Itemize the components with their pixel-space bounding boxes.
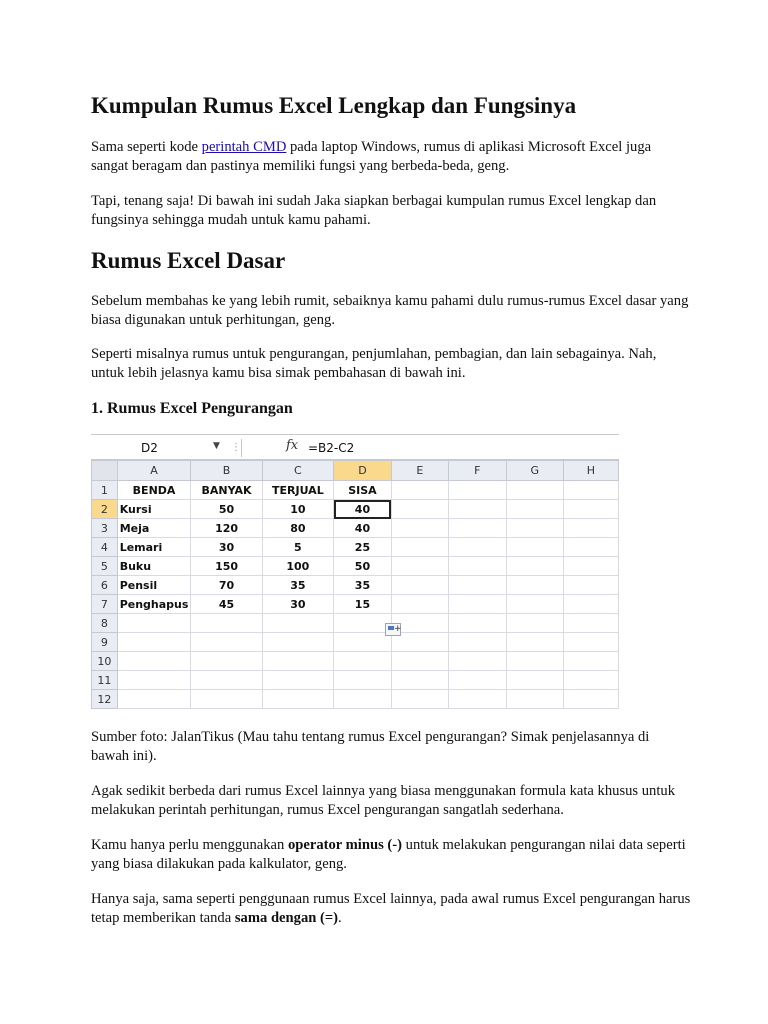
empty-cell[interactable] bbox=[391, 481, 448, 500]
column-header[interactable]: E bbox=[391, 461, 448, 481]
empty-cell[interactable] bbox=[262, 614, 333, 633]
table-cell[interactable]: Penghapus bbox=[117, 595, 191, 614]
empty-cell[interactable] bbox=[563, 671, 618, 690]
empty-cell[interactable] bbox=[506, 500, 563, 519]
column-header[interactable]: F bbox=[448, 461, 506, 481]
excel-screenshot bbox=[91, 434, 619, 710]
spreadsheet-grid bbox=[91, 460, 619, 709]
column-header[interactable]: A bbox=[117, 461, 191, 481]
empty-cell[interactable] bbox=[506, 481, 563, 500]
empty-cell[interactable] bbox=[506, 690, 563, 709]
row-header[interactable]: 12 bbox=[92, 690, 118, 709]
empty-cell[interactable] bbox=[391, 538, 448, 557]
empty-cell[interactable] bbox=[391, 500, 448, 519]
empty-cell[interactable] bbox=[448, 614, 506, 633]
header-cell[interactable]: SISA bbox=[334, 481, 392, 500]
row-header[interactable]: 3 bbox=[92, 519, 118, 538]
empty-cell[interactable] bbox=[391, 557, 448, 576]
row-header[interactable]: 9 bbox=[92, 633, 118, 652]
empty-cell[interactable] bbox=[262, 633, 333, 652]
empty-cell[interactable] bbox=[117, 671, 191, 690]
empty-cell[interactable] bbox=[448, 500, 506, 519]
empty-cell[interactable] bbox=[448, 652, 506, 671]
perintah-cmd-link[interactable]: perintah CMD bbox=[201, 139, 287, 155]
table-cell[interactable]: 5 bbox=[262, 538, 333, 557]
operator-minus-bold: operator minus (-) bbox=[287, 837, 402, 853]
paragraph-4: Seperti misalnya rumus untuk pengurangan, penjumlahan, pembagian, dan lain sebagainya. Nah, untuk lebih jelasnya kamu bisa simak pembahasan di bawah ini. bbox=[91, 346, 657, 381]
table-cell[interactable]: 45 bbox=[191, 595, 262, 614]
empty-cell[interactable] bbox=[563, 519, 618, 538]
empty-cell[interactable] bbox=[506, 595, 563, 614]
empty-cell[interactable] bbox=[448, 595, 506, 614]
empty-cell[interactable] bbox=[391, 576, 448, 595]
column-header-selected[interactable]: D bbox=[334, 461, 392, 481]
formula-input[interactable]: =B2-C2 bbox=[308, 441, 355, 455]
table-cell[interactable]: Kursi bbox=[117, 500, 191, 519]
table-cell[interactable]: 120 bbox=[191, 519, 262, 538]
empty-cell[interactable] bbox=[448, 481, 506, 500]
row-header[interactable]: 7 bbox=[92, 595, 118, 614]
empty-cell[interactable] bbox=[506, 633, 563, 652]
table-cell[interactable]: Pensil bbox=[117, 576, 191, 595]
table-cell[interactable]: 40 bbox=[334, 519, 392, 538]
table-cell[interactable]: 35 bbox=[262, 576, 333, 595]
select-all-corner[interactable] bbox=[92, 461, 118, 481]
empty-cell[interactable] bbox=[448, 519, 506, 538]
chevron-down-icon[interactable]: ▼ bbox=[213, 441, 220, 451]
empty-cell[interactable] bbox=[506, 614, 563, 633]
paragraph-2: Tapi, tenang saja! Di bawah ini sudah Jaka siapkan berbagai kumpulan rumus Excel lengkap dan fungsinya sehingga mudah untuk kamu pahami. bbox=[91, 193, 657, 228]
empty-cell[interactable] bbox=[117, 690, 191, 709]
empty-cell[interactable] bbox=[506, 538, 563, 557]
column-header[interactable]: H bbox=[563, 461, 618, 481]
row-header[interactable]: 8 bbox=[92, 614, 118, 633]
empty-cell[interactable] bbox=[117, 652, 191, 671]
table-cell[interactable]: 35 bbox=[334, 576, 392, 595]
paragraph-6 bbox=[91, 836, 691, 874]
empty-cell[interactable] bbox=[334, 690, 392, 709]
empty-cell[interactable] bbox=[334, 614, 392, 633]
empty-cell[interactable] bbox=[191, 690, 262, 709]
table-cell[interactable]: 100 bbox=[262, 557, 333, 576]
paragraph-7-start: Hanya saja, sama seperti penggunaan rumus Excel lainnya, pada awal rumus Excel pengurangan harus tetap memberikan tanda bbox=[91, 891, 691, 926]
table-cell[interactable]: 30 bbox=[191, 538, 262, 557]
empty-cell[interactable] bbox=[506, 671, 563, 690]
empty-cell[interactable] bbox=[448, 690, 506, 709]
paragraph-7-end: . bbox=[338, 910, 342, 926]
column-header[interactable]: C bbox=[262, 461, 333, 481]
empty-cell[interactable] bbox=[563, 538, 618, 557]
empty-cell[interactable] bbox=[563, 500, 618, 519]
empty-cell[interactable] bbox=[506, 519, 563, 538]
page-title: Kumpulan Rumus Excel Lengkap dan Fungsinya bbox=[91, 93, 577, 118]
active-cell[interactable]: 40 bbox=[334, 500, 392, 519]
intro-text-start: Sama seperti kode bbox=[91, 139, 202, 155]
table-cell[interactable]: 50 bbox=[191, 500, 262, 519]
paragraph-6-start: Kamu hanya perlu menggunakan bbox=[91, 837, 288, 853]
empty-cell[interactable] bbox=[191, 633, 262, 652]
empty-cell[interactable] bbox=[563, 576, 618, 595]
row-header[interactable]: 10 bbox=[92, 652, 118, 671]
table-cell[interactable]: 10 bbox=[262, 500, 333, 519]
empty-cell[interactable] bbox=[262, 671, 333, 690]
empty-cell[interactable] bbox=[448, 576, 506, 595]
empty-cell[interactable] bbox=[563, 614, 618, 633]
fx-icon[interactable]: fx bbox=[286, 438, 299, 453]
row-header[interactable]: 4 bbox=[92, 538, 118, 557]
empty-cell[interactable] bbox=[391, 690, 448, 709]
row-header[interactable]: 11 bbox=[92, 671, 118, 690]
empty-cell[interactable] bbox=[563, 633, 618, 652]
table-cell[interactable]: 15 bbox=[334, 595, 392, 614]
row-header[interactable]: 5 bbox=[92, 557, 118, 576]
paragraph-7 bbox=[91, 890, 691, 928]
empty-cell[interactable] bbox=[117, 633, 191, 652]
table-cell[interactable]: 70 bbox=[191, 576, 262, 595]
column-header[interactable]: B bbox=[191, 461, 262, 481]
empty-cell[interactable] bbox=[563, 557, 618, 576]
image-caption: Sumber foto: JalanTikus (Mau tahu tentang rumus Excel pengurangan? Simak penjelasannya di bawah ini). bbox=[91, 729, 650, 764]
empty-cell[interactable] bbox=[391, 652, 448, 671]
subheading-pengurangan: 1. Rumus Excel Pengurangan bbox=[91, 400, 293, 417]
empty-cell[interactable] bbox=[334, 652, 392, 671]
empty-cell[interactable] bbox=[563, 595, 618, 614]
row-header-selected[interactable]: 2 bbox=[92, 500, 118, 519]
empty-cell[interactable] bbox=[191, 652, 262, 671]
table-cell[interactable]: 50 bbox=[334, 557, 392, 576]
empty-cell[interactable] bbox=[262, 690, 333, 709]
row-header[interactable]: 1 bbox=[92, 481, 118, 500]
empty-cell[interactable] bbox=[506, 576, 563, 595]
empty-cell[interactable] bbox=[563, 481, 618, 500]
empty-cell[interactable] bbox=[391, 671, 448, 690]
empty-cell[interactable] bbox=[448, 538, 506, 557]
formula-bar bbox=[91, 434, 619, 460]
table-cell[interactable]: Meja bbox=[117, 519, 191, 538]
intro-text-end: pada laptop Windows, rumus di aplikasi Microsoft Excel juga sangat beragam dan pastinya memiliki fungsi yang berbeda-beda, geng. bbox=[91, 139, 652, 174]
header-cell[interactable]: TERJUAL bbox=[262, 481, 333, 500]
empty-cell[interactable] bbox=[262, 652, 333, 671]
empty-cell[interactable] bbox=[191, 671, 262, 690]
paragraph-6-end: untuk melakukan pengurangan nilai data seperti yang biasa dilakukan pada kalkulator, geng. bbox=[91, 837, 686, 872]
sama-dengan-bold: sama dengan (=) bbox=[234, 910, 339, 926]
table-cell[interactable]: 150 bbox=[191, 557, 262, 576]
empty-cell[interactable] bbox=[448, 557, 506, 576]
empty-cell[interactable] bbox=[506, 557, 563, 576]
resize-dots-icon: ⋮ bbox=[231, 442, 241, 453]
table-cell[interactable]: 30 bbox=[262, 595, 333, 614]
empty-cell[interactable] bbox=[448, 633, 506, 652]
empty-cell[interactable] bbox=[391, 595, 448, 614]
empty-cell[interactable] bbox=[334, 633, 392, 652]
paste-options-icon[interactable] bbox=[385, 623, 401, 636]
formula-bar-divider bbox=[241, 439, 242, 457]
table-cell[interactable]: 80 bbox=[262, 519, 333, 538]
column-header[interactable]: G bbox=[506, 461, 563, 481]
header-cell[interactable]: BANYAK bbox=[191, 481, 262, 500]
empty-cell[interactable] bbox=[563, 690, 618, 709]
table-cell[interactable]: 25 bbox=[334, 538, 392, 557]
empty-cell[interactable] bbox=[506, 652, 563, 671]
empty-cell[interactable] bbox=[117, 614, 191, 633]
paragraph-5: Agak sedikit berbeda dari rumus Excel lainnya yang biasa menggunakan formula kata khusus untuk melakukan perintah perhitungan, rumus Excel pengurangan sangatlah sederhana. bbox=[91, 783, 675, 818]
empty-cell[interactable] bbox=[191, 614, 262, 633]
section-heading: Rumus Excel Dasar bbox=[91, 248, 286, 273]
empty-cell[interactable] bbox=[391, 519, 448, 538]
table-cell[interactable]: Lemari bbox=[117, 538, 191, 557]
empty-cell[interactable] bbox=[563, 652, 618, 671]
empty-cell[interactable] bbox=[334, 671, 392, 690]
header-cell[interactable]: BENDA bbox=[117, 481, 191, 500]
intro-paragraph bbox=[91, 138, 691, 176]
paragraph-3: Sebelum membahas ke yang lebih rumit, sebaiknya kamu pahami dulu rumus-rumus Excel dasar yang biasa digunakan untuk perhitungan, geng. bbox=[91, 293, 689, 328]
table-cell[interactable]: Buku bbox=[117, 557, 191, 576]
name-box[interactable]: D2 bbox=[141, 441, 158, 455]
empty-cell[interactable] bbox=[448, 671, 506, 690]
row-header[interactable]: 6 bbox=[92, 576, 118, 595]
